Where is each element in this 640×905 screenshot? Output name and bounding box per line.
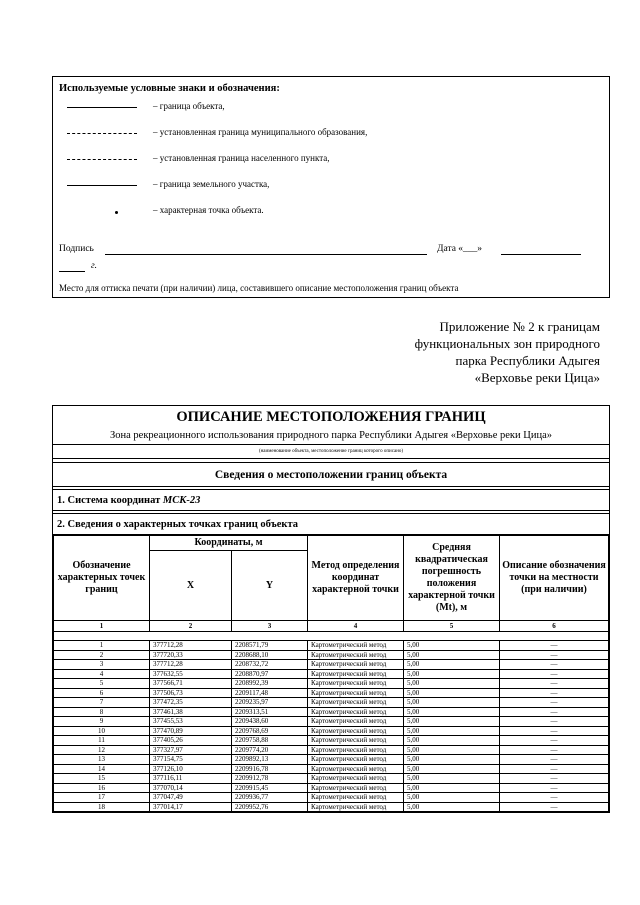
legend-item-label: – граница земельного участка, [153,179,270,189]
description-cell: — [500,764,609,774]
point-number-cell: 14 [54,764,150,774]
method-cell: Картометрический метод [308,755,404,765]
x-coordinate-cell: 377632,55 [150,669,232,679]
method-cell: Картометрический метод [308,717,404,727]
date-line [501,244,581,255]
signature-row [59,244,605,258]
header-description: Описание обозначения точки на местности (при наличии) [500,536,609,621]
point-number-cell: 13 [54,755,150,765]
point-number-cell: 2 [54,650,150,660]
column-index: 4 [308,621,404,632]
header-point: Обозначение характерных точек границ [54,536,150,621]
method-cell: Картометрический метод [308,669,404,679]
y-coordinate-cell: 2209916,78 [232,764,308,774]
y-coordinate-cell: 2209952,76 [232,802,308,812]
error-cell: 5,00 [404,764,500,774]
legend-item-label: – установленная граница населенного пункта, [153,153,330,163]
year-line [59,261,85,272]
description-cell: — [500,660,609,670]
column-index: 5 [404,621,500,632]
x-coordinate-cell: 377461,38 [150,707,232,717]
point-number-cell: 17 [54,793,150,803]
description-cell: — [500,669,609,679]
error-cell: 5,00 [404,726,500,736]
points-section-title: 2. Сведения о характерных точках границ объекта [53,513,609,535]
x-coordinate-cell: 377472,35 [150,698,232,708]
error-cell: 5,00 [404,755,500,765]
description-cell: — [500,698,609,708]
appendix-line: Приложение № 2 к границам [439,319,600,334]
error-cell: 5,00 [404,745,500,755]
method-cell: Картометрический метод [308,774,404,784]
error-cell: 5,00 [404,774,500,784]
error-cell: 5,00 [404,707,500,717]
method-cell: Картометрический метод [308,802,404,812]
description-cell: — [500,650,609,660]
legend-item-characteristic-point [67,205,597,219]
y-coordinate-cell: 2208571,79 [232,641,308,651]
point-number-cell: 9 [54,717,150,727]
table-row [54,802,609,812]
x-coordinate-cell: 377470,89 [150,726,232,736]
column-index: 1 [54,621,150,632]
y-coordinate-cell: 2209915,45 [232,783,308,793]
error-cell: 5,00 [404,688,500,698]
legend-item-settlement-boundary [67,153,597,167]
appendix-line: функциональных зон природного [414,336,600,351]
y-coordinate-cell: 2209774,20 [232,745,308,755]
point-icon [115,211,118,214]
y-coordinate-cell: 2209768,69 [232,726,308,736]
error-cell: 5,00 [404,679,500,689]
x-coordinate-cell: 377405,26 [150,736,232,746]
legend-item-object-boundary [67,101,597,115]
point-number-cell: 7 [54,698,150,708]
coordinate-system-label: 1. Система координат [57,495,161,506]
table-row [54,707,609,717]
description-cell: — [500,707,609,717]
table-row [54,755,609,765]
description-cell: — [500,745,609,755]
point-number-cell: 12 [54,745,150,755]
spacer-row [54,632,609,641]
description-cell: — [500,802,609,812]
appendix-line: парка Республики Адыгея [455,353,600,368]
table-row [54,745,609,755]
points-table-body [54,641,609,812]
x-coordinate-cell: 377116,11 [150,774,232,784]
description-cell: — [500,688,609,698]
error-cell: 5,00 [404,783,500,793]
table-row [54,793,609,803]
error-cell: 5,00 [404,641,500,651]
coordinate-system-row [53,489,609,511]
point-number-cell: 16 [54,783,150,793]
description-cell: — [500,679,609,689]
object-name-note: (наименование объекта, местоположение границ которого описано) [53,445,609,459]
error-cell: 5,00 [404,660,500,670]
year-row [59,261,119,273]
x-coordinate-cell: 377327,97 [150,745,232,755]
stamp-note: Место для оттиска печати (при наличии) лица, составившего описание местоположения границ объекта [59,283,459,293]
x-coordinate-cell: 377566,71 [150,679,232,689]
x-coordinate-cell: 377455,53 [150,717,232,727]
table-row [54,688,609,698]
error-cell: 5,00 [404,698,500,708]
y-coordinate-cell: 2208870,97 [232,669,308,679]
table-row [54,641,609,651]
header-method: Метод определения координат характерной точки [308,536,404,621]
x-coordinate-cell: 377126,10 [150,764,232,774]
legend-box [52,76,610,298]
description-cell: — [500,793,609,803]
x-coordinate-cell: 377014,17 [150,802,232,812]
document-subtitle: Зона рекреационного использования природного парка Республики Адыгея «Верховье реки Цица» [53,426,609,445]
x-coordinate-cell: 377712,28 [150,641,232,651]
description-cell: — [500,774,609,784]
column-index-row [54,621,609,632]
appendix-heading [415,318,600,386]
table-row [54,660,609,670]
point-number-cell: 1 [54,641,150,651]
table-row [54,717,609,727]
x-coordinate-cell: 377712,28 [150,660,232,670]
y-coordinate-cell: 2208992,39 [232,679,308,689]
point-number-cell: 18 [54,802,150,812]
y-coordinate-cell: 2209936,77 [232,793,308,803]
table-row [54,783,609,793]
legend-item-label: – установленная граница муниципального образования, [153,127,368,137]
y-coordinate-cell: 2209438,60 [232,717,308,727]
header-x: X [150,551,232,621]
y-coordinate-cell: 2209313,51 [232,707,308,717]
method-cell: Картометрический метод [308,726,404,736]
table-row [54,669,609,679]
y-coordinate-cell: 2209758,88 [232,736,308,746]
x-coordinate-cell: 377047,49 [150,793,232,803]
legend-title: Используемые условные знаки и обозначения: [59,83,280,94]
error-cell: 5,00 [404,793,500,803]
table-row [54,698,609,708]
method-cell: Картометрический метод [308,736,404,746]
column-index: 6 [500,621,609,632]
header-error: Средняя квадратическая погрешность положения характерной точки (Мt), м [404,536,500,621]
date-label: Дата «___» [437,244,483,254]
signature-line [105,244,427,255]
legend-item-label: – граница объекта, [153,101,225,111]
error-cell: 5,00 [404,669,500,679]
dashed-line-icon [67,133,137,134]
table-row [54,650,609,660]
column-index: 3 [232,621,308,632]
thick-line-icon [67,185,137,186]
appendix-line: «Верховье реки Цица» [474,370,600,385]
method-cell: Картометрический метод [308,793,404,803]
method-cell: Картометрический метод [308,650,404,660]
description-cell: — [500,726,609,736]
document-title: ОПИСАНИЕ МЕСТОПОЛОЖЕНИЯ ГРАНИЦ [176,409,486,425]
method-cell: Картометрический метод [308,698,404,708]
description-cell: — [500,783,609,793]
table-row [54,679,609,689]
section-heading: Сведения о местоположении границ объекта [53,462,609,487]
method-cell: Картометрический метод [308,783,404,793]
description-cell: — [500,736,609,746]
method-cell: Картометрический метод [308,641,404,651]
method-cell: Картометрический метод [308,688,404,698]
method-cell: Картометрический метод [308,745,404,755]
header-coordinates: Координаты, м [150,536,308,551]
description-cell: — [500,717,609,727]
point-number-cell: 10 [54,726,150,736]
solid-line-icon [67,107,137,108]
point-number-cell: 11 [54,736,150,746]
y-coordinate-cell: 2209117,48 [232,688,308,698]
point-number-cell: 5 [54,679,150,689]
points-table [53,535,609,812]
y-coordinate-cell: 2209892,13 [232,755,308,765]
y-coordinate-cell: 2209912,78 [232,774,308,784]
method-cell: Картометрический метод [308,764,404,774]
y-coordinate-cell: 2208732,72 [232,660,308,670]
x-coordinate-cell: 377720,33 [150,650,232,660]
column-index: 2 [150,621,232,632]
error-cell: 5,00 [404,736,500,746]
legend-item-label: – характерная точка объекта. [153,205,264,215]
error-cell: 5,00 [404,717,500,727]
table-row [54,736,609,746]
coordinate-system-value: МСК-23 [162,495,201,506]
error-cell: 5,00 [404,650,500,660]
year-suffix: г. [91,261,97,271]
point-number-cell: 4 [54,669,150,679]
method-cell: Картометрический метод [308,679,404,689]
signature-label: Подпись [59,244,94,254]
description-cell: — [500,755,609,765]
error-cell: 5,00 [404,802,500,812]
x-coordinate-cell: 377506,73 [150,688,232,698]
point-number-cell: 6 [54,688,150,698]
dash-dot-line-icon [67,159,137,160]
header-y: Y [232,551,308,621]
method-cell: Картометрический метод [308,660,404,670]
x-coordinate-cell: 377154,75 [150,755,232,765]
table-row [54,726,609,736]
point-number-cell: 8 [54,707,150,717]
legend-item-land-plot-boundary [67,179,597,193]
y-coordinate-cell: 2209235,97 [232,698,308,708]
x-coordinate-cell: 377070,14 [150,783,232,793]
table-row [54,764,609,774]
point-number-cell: 3 [54,660,150,670]
method-cell: Картометрический метод [308,707,404,717]
point-number-cell: 15 [54,774,150,784]
legend-item-municipal-boundary [67,127,597,141]
description-cell: — [500,641,609,651]
boundary-description [52,405,610,813]
table-row [54,774,609,784]
y-coordinate-cell: 2208688,10 [232,650,308,660]
spacer-cell [54,632,609,641]
